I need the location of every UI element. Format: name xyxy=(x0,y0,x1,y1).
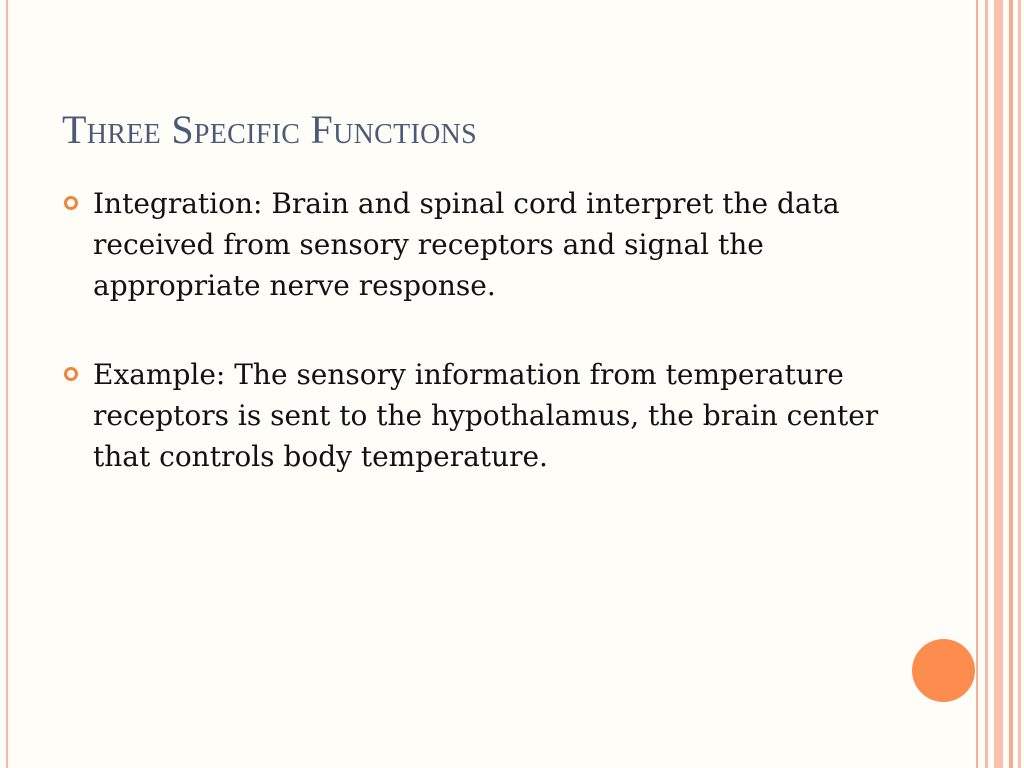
stripe xyxy=(1009,0,1013,768)
bullet-text: Example: The sensory information from temperature receptors is sent to the hypothalamus, the brain center that controls body temperature. xyxy=(93,358,879,473)
stripe xyxy=(1018,0,1021,768)
bullet-list xyxy=(62,183,882,525)
bullet-item xyxy=(62,183,882,306)
stripe xyxy=(985,0,988,768)
slide-title: Three Specific Functions xyxy=(62,107,478,152)
bullet-icon xyxy=(64,367,78,381)
stripe xyxy=(976,0,978,768)
stripe xyxy=(994,0,1003,768)
bullet-icon xyxy=(64,196,78,210)
bullet-item xyxy=(62,354,882,477)
right-decorative-stripes xyxy=(976,0,1024,768)
decorative-orange-circle xyxy=(912,639,975,702)
bullet-text: Integration: Brain and spinal cord interpret the data received from sensory receptors and signal the appropriate nerve response. xyxy=(93,187,840,302)
left-border-line xyxy=(6,0,8,768)
